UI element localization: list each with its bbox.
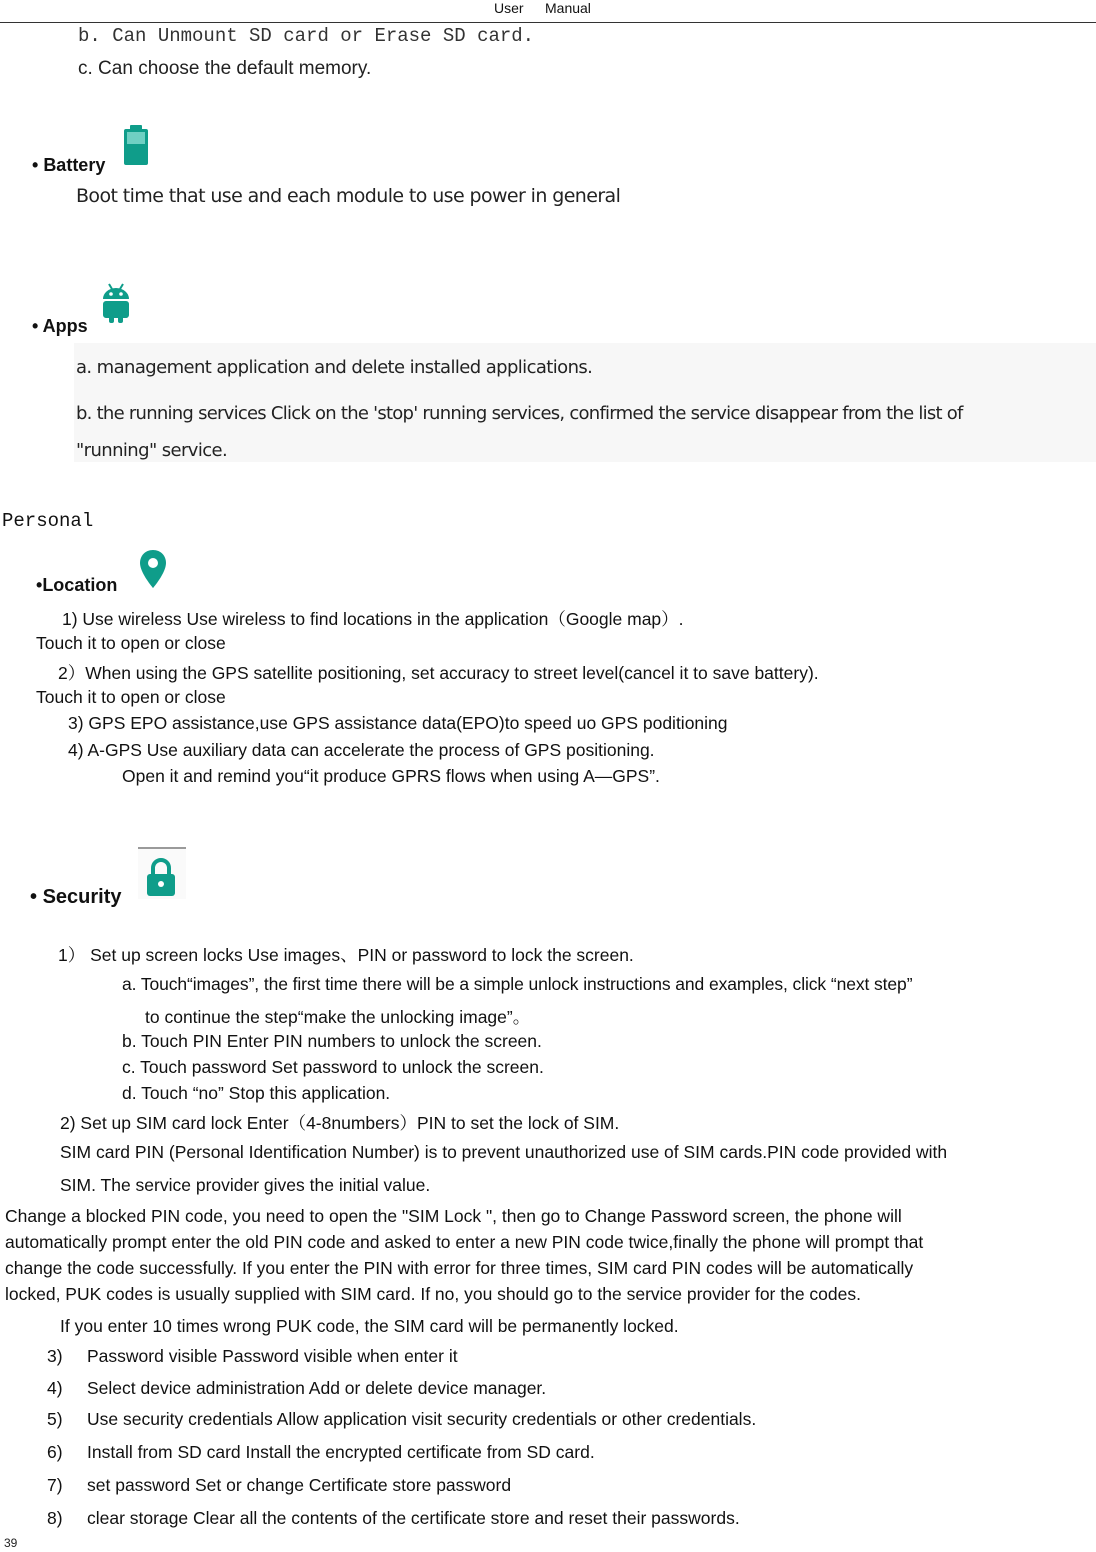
location-line-5: 3) GPS EPO assistance,use GPS assistance data(EPO)to speed uo GPS poditioning [68,713,728,733]
battery-heading [32,155,105,176]
security-heading-text: Security [42,886,122,908]
list-item-number: 4) [47,1378,63,1398]
apps-item-b-line1: b. the running services Click on the 'stop' running services, confirmed the service disappear from the list of [76,403,963,424]
battery-description: Boot time that use and each module to use power in general [76,185,621,207]
list-item-text: Password visible Password visible when enter it [87,1346,458,1366]
page-header [0,0,1096,23]
security-list-item [47,1378,546,1399]
security-item-2-desc-line2: SIM. The service provider gives the initial value. [60,1175,431,1195]
location-line-3: 2）When using the GPS satellite positioning, set accuracy to street level(cancel it to save battery). [58,663,819,683]
apps-item-a: a. management application and delete installed applications. [76,357,593,378]
security-item-1a-line2: to continue the step“make the unlocking image”。 [145,1007,531,1027]
security-list-item [47,1442,595,1463]
security-heading [30,886,122,909]
battery-icon [121,124,151,166]
location-line-7: Open it and remind you“it produce GPRS flows when using A—GPS”. [122,766,660,786]
list-item-number: 7) [47,1475,63,1495]
storage-item-c: c. Can choose the default memory. [78,58,372,79]
section-title-personal: Personal [2,510,94,532]
list-item-text: clear storage Clear all the contents of the certificate store and reset their passwords. [87,1508,740,1528]
list-item-text: Use security credentials Allow application visit security credentials or other credentials. [87,1409,757,1429]
location-line-6: 4) A-GPS Use auxiliary data can accelerate the process of GPS positioning. [68,740,655,760]
apps-heading [32,316,88,337]
bullet-dot: • [32,155,44,175]
list-item-text: Select device administration Add or delete device manager. [87,1378,547,1398]
list-item-text: set password Set or change Certificate store password [87,1475,512,1495]
security-item-1c: c. Touch password Set password to unlock the screen. [122,1057,544,1077]
list-item-text: Install from SD card Install the encrypted certificate from SD card. [87,1442,595,1462]
android-icon [100,282,132,324]
sim-lock-paragraph-line2: automatically prompt enter the old PIN code and asked to enter a new PIN code twice,finally the phone will prompt that [5,1232,924,1252]
security-list-item [47,1346,458,1367]
location-pin-icon [138,548,168,590]
location-line-4: Touch it to open or close [36,687,226,707]
list-item-number: 8) [47,1508,63,1528]
security-item-2-desc-line1: SIM card PIN (Personal Identification Number) is to prevent unauthorized use of SIM cards.PIN code provided with [60,1142,948,1162]
list-item-number: 3) [47,1346,63,1366]
location-heading-text: Location [42,575,118,595]
header-title-user: User [494,0,524,16]
bullet-dot: • [36,575,43,595]
bullet-dot: • [32,316,43,336]
header-title-manual: Manual [545,0,591,16]
apps-item-b-line2: "running" service. [76,440,228,461]
location-heading [36,575,117,596]
page-number: 39 [4,1536,18,1550]
storage-item-b: b. Can Unmount SD card or Erase SD card. [78,25,535,47]
security-item-1b: b. Touch PIN Enter PIN numbers to unlock the screen. [122,1031,542,1051]
security-list-item [47,1508,740,1529]
location-line-1: 1) Use wireless Use wireless to find locations in the application（Google map）. [62,609,684,629]
list-item-number: 6) [47,1442,63,1462]
security-list-item [47,1475,511,1496]
apps-heading-text: Apps [42,316,88,336]
puk-warning: If you enter 10 times wrong PUK code, the SIM card will be permanently locked. [60,1316,679,1336]
security-item-1d: d. Touch “no” Stop this application. [122,1083,391,1103]
sim-lock-paragraph-line3: change the code successfully. If you enter the PIN with error for three times, SIM card PIN codes will be automatically [5,1258,914,1278]
sim-lock-paragraph-line1: Change a blocked PIN code, you need to open the "SIM Lock ", then go to Change Password screen, the phone will [5,1206,902,1226]
lock-icon [143,856,179,898]
list-item-number: 5) [47,1409,63,1429]
sim-lock-paragraph [5,1203,1092,1307]
bullet-dot: • [30,886,43,908]
security-list-item [47,1409,756,1430]
battery-heading-text: Battery [43,155,106,175]
security-item-1: 1） Set up screen locks Use images、PIN or password to lock the screen. [58,945,634,965]
sim-lock-paragraph-line4: locked, PUK codes is usually supplied with SIM card. If no, you should go to the service provider for the codes. [5,1284,861,1304]
location-line-2: Touch it to open or close [36,633,226,653]
security-item-2: 2) Set up SIM card lock Enter（4-8numbers）PIN to set the lock of SIM. [60,1113,620,1133]
security-item-1a-line1: a. Touch“images”, the first time there will be a simple unlock instructions and examples, click “next step” [122,974,913,994]
